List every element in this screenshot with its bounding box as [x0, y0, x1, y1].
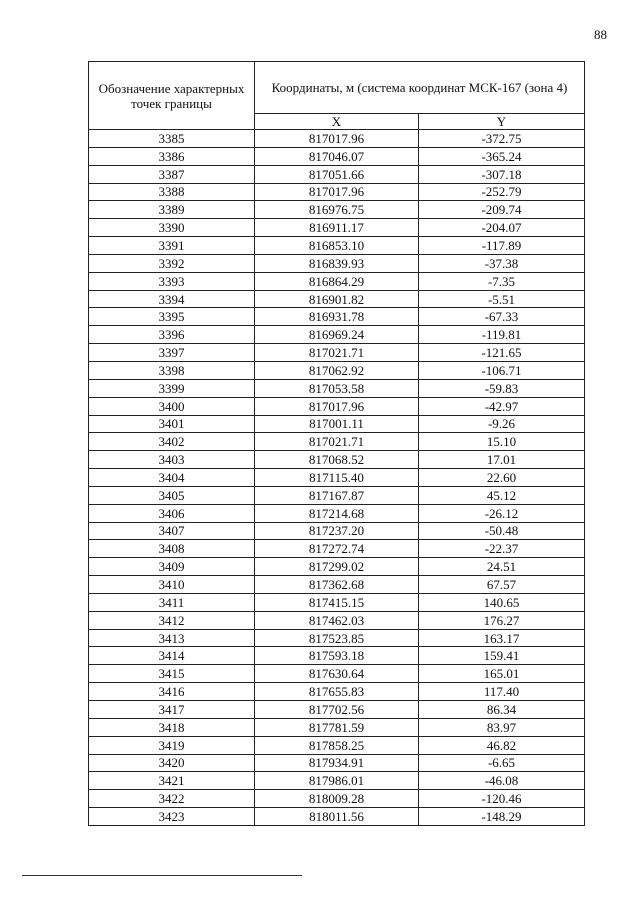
- table-header: [89, 62, 585, 130]
- cell-point-id: 3404: [89, 469, 255, 487]
- table-row: [89, 308, 585, 326]
- table-body: [89, 130, 585, 826]
- cell-x: 817051.66: [255, 165, 419, 183]
- cell-y: 67.57: [419, 576, 585, 594]
- table-row: [89, 361, 585, 379]
- cell-x: 817021.71: [255, 433, 419, 451]
- cell-y: -5.51: [419, 290, 585, 308]
- cell-point-id: 3387: [89, 165, 255, 183]
- cell-point-id: 3400: [89, 397, 255, 415]
- cell-point-id: 3386: [89, 147, 255, 165]
- cell-point-id: 3396: [89, 326, 255, 344]
- cell-y: 159.41: [419, 647, 585, 665]
- cell-point-id: 3418: [89, 718, 255, 736]
- table-row: [89, 790, 585, 808]
- cell-point-id: 3417: [89, 701, 255, 719]
- table-row: [89, 629, 585, 647]
- cell-point-id: 3408: [89, 540, 255, 558]
- cell-y: -120.46: [419, 790, 585, 808]
- table-row: [89, 237, 585, 255]
- cell-y: -204.07: [419, 219, 585, 237]
- cell-y: -106.71: [419, 361, 585, 379]
- cell-y: -46.08: [419, 772, 585, 790]
- table-row: [89, 433, 585, 451]
- cell-point-id: 3410: [89, 576, 255, 594]
- cell-x: 816969.24: [255, 326, 419, 344]
- cell-point-id: 3392: [89, 254, 255, 272]
- cell-x: 817053.58: [255, 379, 419, 397]
- table-row: [89, 469, 585, 487]
- table-row: [89, 147, 585, 165]
- cell-y: 83.97: [419, 718, 585, 736]
- cell-y: 165.01: [419, 665, 585, 683]
- cell-y: -59.83: [419, 379, 585, 397]
- cell-y: -148.29: [419, 808, 585, 826]
- cell-y: -37.38: [419, 254, 585, 272]
- cell-x: 817593.18: [255, 647, 419, 665]
- cell-x: 816976.75: [255, 201, 419, 219]
- cell-y: -26.12: [419, 504, 585, 522]
- cell-x: 818011.56: [255, 808, 419, 826]
- header-row: [89, 62, 585, 114]
- table-row: [89, 683, 585, 701]
- cell-point-id: 3385: [89, 130, 255, 148]
- cell-point-id: 3402: [89, 433, 255, 451]
- cell-x: 817062.92: [255, 361, 419, 379]
- table-row: [89, 611, 585, 629]
- cell-x: 816864.29: [255, 272, 419, 290]
- cell-x: 817462.03: [255, 611, 419, 629]
- cell-point-id: 3423: [89, 808, 255, 826]
- table-row: [89, 272, 585, 290]
- cell-point-id: 3401: [89, 415, 255, 433]
- cell-x: 817934.91: [255, 754, 419, 772]
- table-row: [89, 701, 585, 719]
- cell-y: 24.51: [419, 558, 585, 576]
- cell-y: 17.01: [419, 451, 585, 469]
- cell-y: -117.89: [419, 237, 585, 255]
- table-row: [89, 290, 585, 308]
- table-row: [89, 808, 585, 826]
- table-row: [89, 130, 585, 148]
- cell-x: 817237.20: [255, 522, 419, 540]
- cell-x: 817115.40: [255, 469, 419, 487]
- cell-point-id: 3397: [89, 344, 255, 362]
- table-row: [89, 522, 585, 540]
- cell-x: 817781.59: [255, 718, 419, 736]
- table-row: [89, 558, 585, 576]
- cell-x: 818009.28: [255, 790, 419, 808]
- cell-x: 817046.07: [255, 147, 419, 165]
- table-row: [89, 165, 585, 183]
- cell-point-id: 3393: [89, 272, 255, 290]
- cell-y: 163.17: [419, 629, 585, 647]
- cell-point-id: 3415: [89, 665, 255, 683]
- cell-y: -209.74: [419, 201, 585, 219]
- table-row: [89, 326, 585, 344]
- cell-x: 817299.02: [255, 558, 419, 576]
- cell-point-id: 3388: [89, 183, 255, 201]
- cell-x: 816839.93: [255, 254, 419, 272]
- cell-x: 817021.71: [255, 344, 419, 362]
- table-row: [89, 379, 585, 397]
- cell-x: 817630.64: [255, 665, 419, 683]
- cell-point-id: 3407: [89, 522, 255, 540]
- cell-y: 45.12: [419, 486, 585, 504]
- cell-point-id: 3399: [89, 379, 255, 397]
- cell-point-id: 3411: [89, 593, 255, 611]
- cell-y: 46.82: [419, 736, 585, 754]
- cell-y: 15.10: [419, 433, 585, 451]
- cell-x: 817655.83: [255, 683, 419, 701]
- table-row: [89, 718, 585, 736]
- table-row: [89, 219, 585, 237]
- table-row: [89, 344, 585, 362]
- cell-point-id: 3406: [89, 504, 255, 522]
- page-number: 88: [594, 27, 607, 42]
- cell-x: 817017.96: [255, 130, 419, 148]
- cell-point-id: 3389: [89, 201, 255, 219]
- header-coordinates: Координаты, м (система координат МСК-167 (зона 4): [255, 62, 585, 114]
- cell-point-id: 3398: [89, 361, 255, 379]
- table-row: [89, 183, 585, 201]
- cell-x: 817068.52: [255, 451, 419, 469]
- cell-y: -42.97: [419, 397, 585, 415]
- cell-point-id: 3395: [89, 308, 255, 326]
- cell-point-id: 3414: [89, 647, 255, 665]
- cell-y: -252.79: [419, 183, 585, 201]
- table-row: [89, 754, 585, 772]
- cell-x: 817523.85: [255, 629, 419, 647]
- cell-point-id: 3416: [89, 683, 255, 701]
- cell-y: 86.34: [419, 701, 585, 719]
- cell-x: 817362.68: [255, 576, 419, 594]
- table-row: [89, 415, 585, 433]
- cell-x: 817702.56: [255, 701, 419, 719]
- cell-x: 816931.78: [255, 308, 419, 326]
- table-row: [89, 647, 585, 665]
- header-x: X: [255, 114, 419, 130]
- cell-y: -9.26: [419, 415, 585, 433]
- cell-y: 176.27: [419, 611, 585, 629]
- table-row: [89, 254, 585, 272]
- cell-y: -365.24: [419, 147, 585, 165]
- cell-y: -67.33: [419, 308, 585, 326]
- cell-point-id: 3405: [89, 486, 255, 504]
- cell-y: -6.65: [419, 754, 585, 772]
- table-row: [89, 486, 585, 504]
- cell-y: -372.75: [419, 130, 585, 148]
- cell-y: -121.65: [419, 344, 585, 362]
- cell-x: 817017.96: [255, 397, 419, 415]
- table-row: [89, 576, 585, 594]
- cell-point-id: 3413: [89, 629, 255, 647]
- cell-point-id: 3422: [89, 790, 255, 808]
- cell-point-id: 3403: [89, 451, 255, 469]
- cell-point-id: 3391: [89, 237, 255, 255]
- cell-point-id: 3419: [89, 736, 255, 754]
- cell-y: 140.65: [419, 593, 585, 611]
- cell-x: 816911.17: [255, 219, 419, 237]
- cell-y: -7.35: [419, 272, 585, 290]
- cell-x: 817167.87: [255, 486, 419, 504]
- cell-point-id: 3390: [89, 219, 255, 237]
- table-row: [89, 201, 585, 219]
- cell-point-id: 3421: [89, 772, 255, 790]
- cell-x: 817986.01: [255, 772, 419, 790]
- header-point-designation: Обозначение характерных точек границы: [89, 62, 255, 130]
- cell-y: -307.18: [419, 165, 585, 183]
- table-row: [89, 665, 585, 683]
- table-row: [89, 736, 585, 754]
- cell-point-id: 3409: [89, 558, 255, 576]
- cell-point-id: 3394: [89, 290, 255, 308]
- footnote-separator: [22, 875, 302, 876]
- cell-x: 817001.11: [255, 415, 419, 433]
- cell-y: -119.81: [419, 326, 585, 344]
- cell-x: 817272.74: [255, 540, 419, 558]
- cell-point-id: 3412: [89, 611, 255, 629]
- cell-x: 817017.96: [255, 183, 419, 201]
- cell-y: -22.37: [419, 540, 585, 558]
- cell-y: 117.40: [419, 683, 585, 701]
- cell-point-id: 3420: [89, 754, 255, 772]
- header-y: Y: [419, 114, 585, 130]
- table-row: [89, 540, 585, 558]
- table-row: [89, 593, 585, 611]
- cell-x: 817214.68: [255, 504, 419, 522]
- coordinates-table: [88, 61, 585, 826]
- cell-y: -50.48: [419, 522, 585, 540]
- cell-x: 817858.25: [255, 736, 419, 754]
- table-row: [89, 772, 585, 790]
- cell-x: 816853.10: [255, 237, 419, 255]
- cell-y: 22.60: [419, 469, 585, 487]
- table-row: [89, 451, 585, 469]
- cell-x: 816901.82: [255, 290, 419, 308]
- table-row: [89, 397, 585, 415]
- table-row: [89, 504, 585, 522]
- cell-x: 817415.15: [255, 593, 419, 611]
